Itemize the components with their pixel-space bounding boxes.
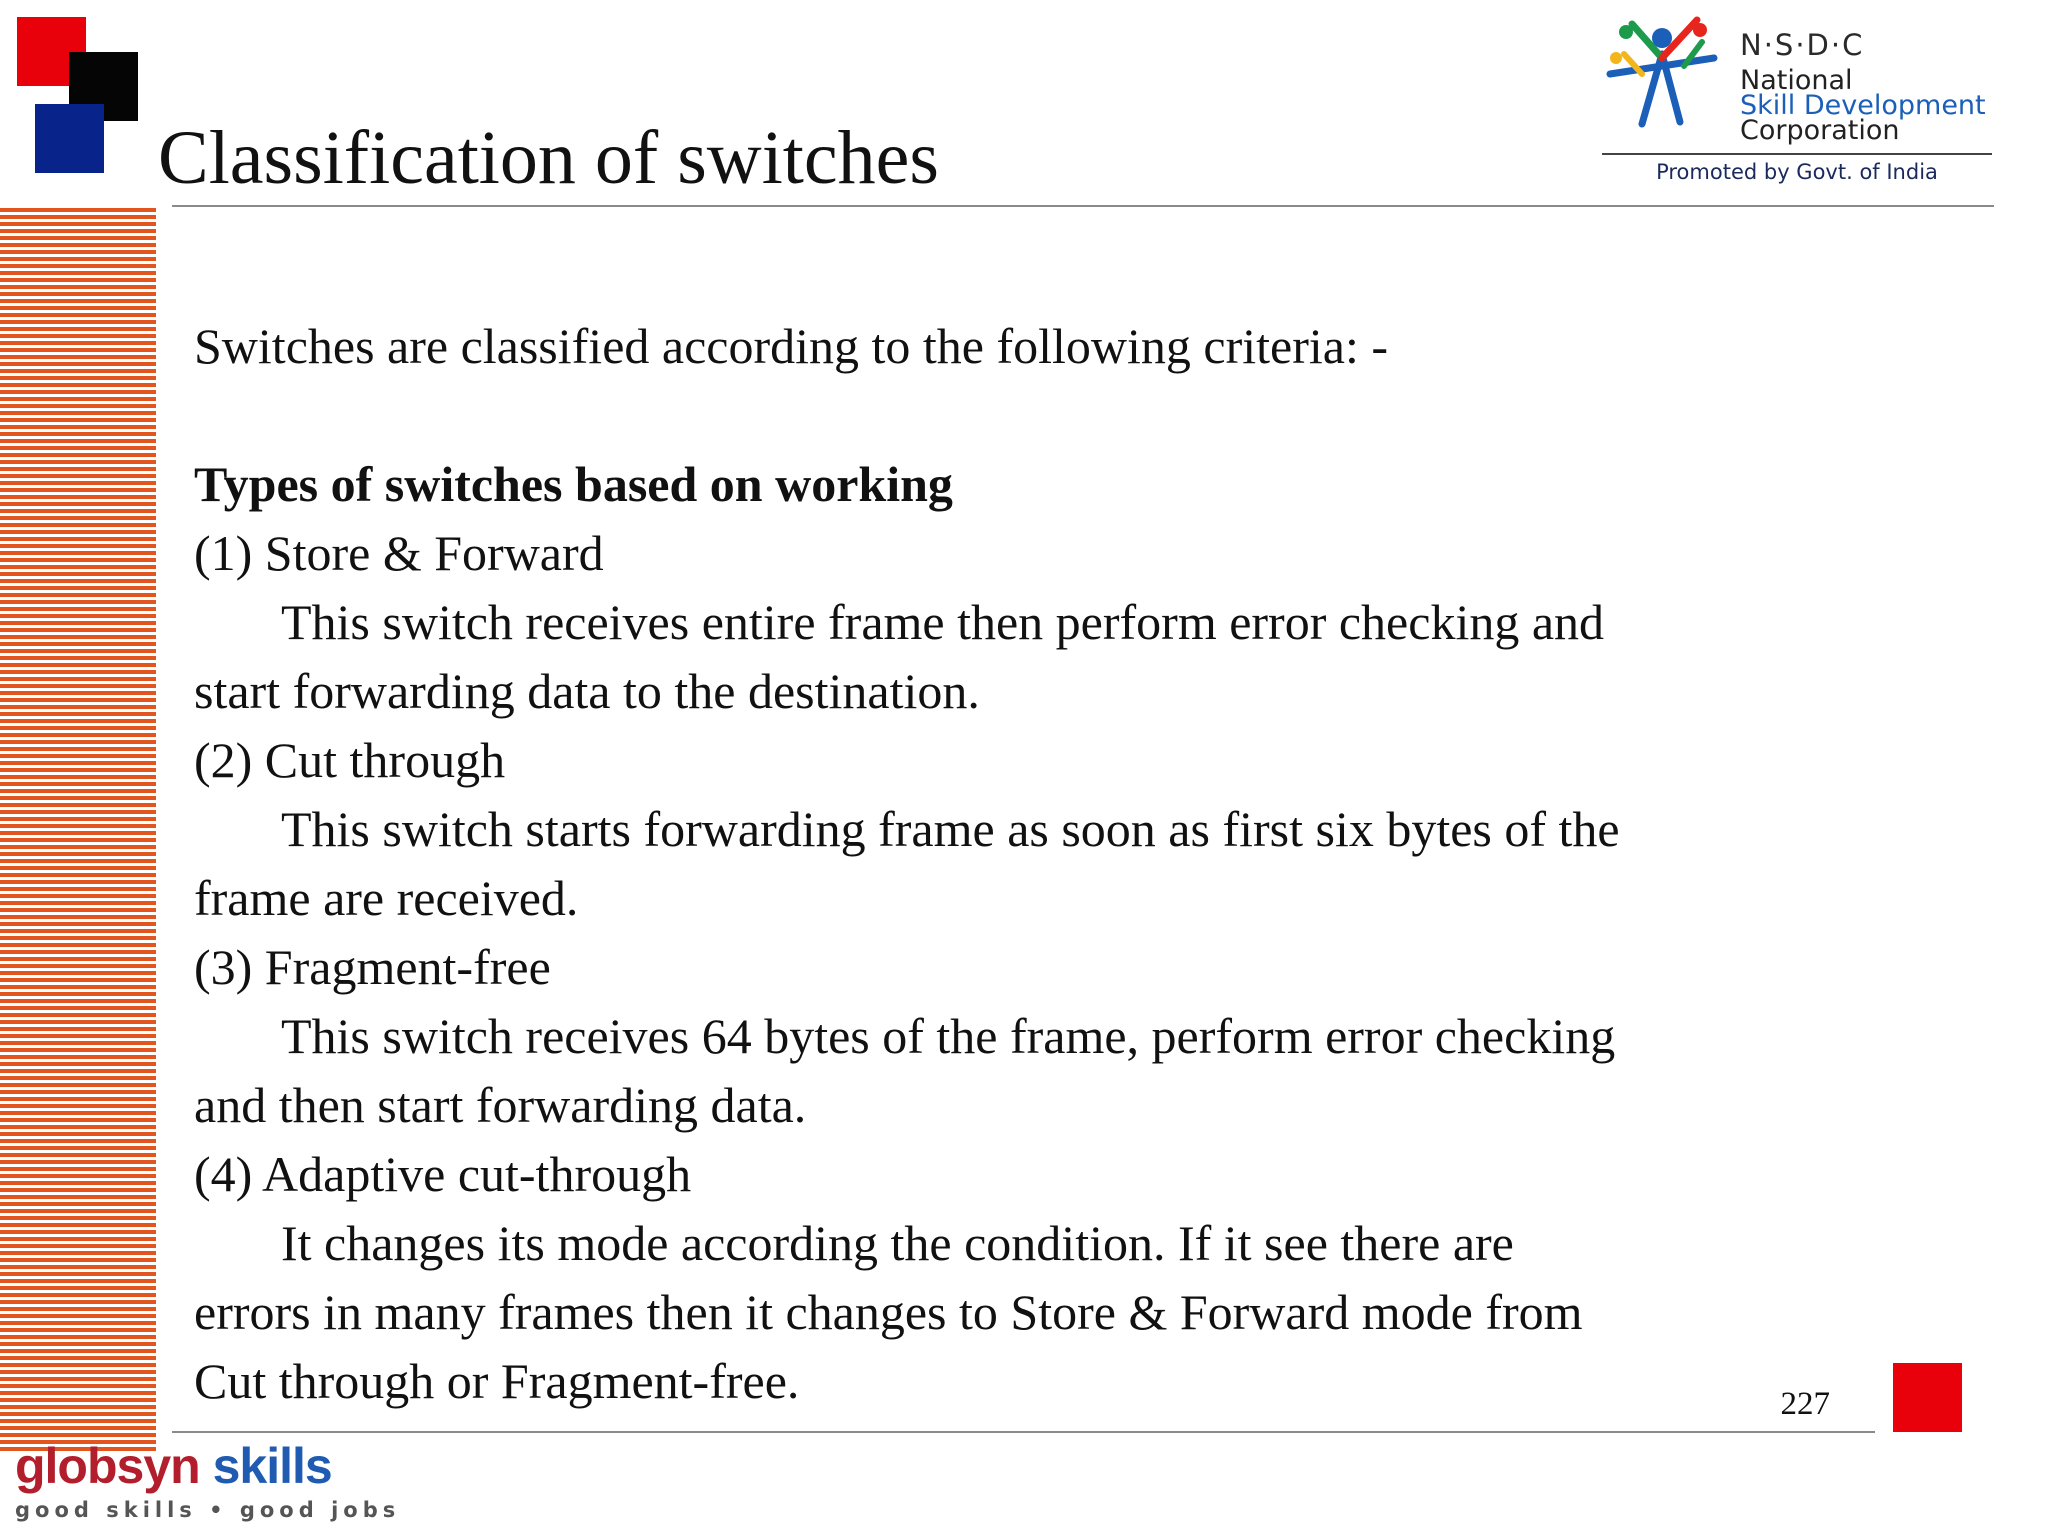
globsyn-wordmark — [15, 1436, 400, 1496]
item-desc-line: and then start forwarding data. — [194, 1077, 807, 1133]
item-desc-line: This switch starts forwarding frame as soon as first six bytes of the — [281, 801, 1620, 857]
nsdc-name-line3: Corporation — [1740, 115, 1900, 146]
title-divider — [172, 205, 1994, 207]
skills-word: skills — [212, 1438, 332, 1494]
nsdc-divider — [1602, 153, 1992, 155]
decor-footer-red-square — [1893, 1363, 1962, 1432]
item-label: (2) Cut through — [194, 732, 506, 788]
spacer — [194, 381, 1894, 450]
nsdc-figures-icon — [1602, 14, 1722, 132]
nsdc-promoted-text: Promoted by Govt. of India — [1656, 160, 1938, 184]
item-label: (1) Store & Forward — [194, 525, 604, 581]
item-desc-line: start forwarding data to the destination. — [194, 663, 980, 719]
nsdc-acronym: N·S·D·C — [1740, 28, 1865, 62]
nsdc-name-line1: National — [1740, 65, 1853, 96]
slide-title: Classification of switches — [158, 116, 939, 200]
item-desc-line: errors in many frames then it changes to Store & Forward mode from — [194, 1284, 1583, 1340]
page-number: 227 — [1780, 1386, 1830, 1422]
item-desc-line: frame are received. — [194, 870, 579, 926]
nsdc-name-line2: Skill Development — [1740, 90, 1986, 121]
slide-body — [194, 312, 1894, 1416]
intro-text: Switches are classified according to the following criteria: - — [194, 318, 1389, 374]
section-heading: Types of switches based on working — [194, 456, 953, 512]
decor-stripe-band — [0, 208, 156, 1454]
decor-blue-square — [35, 104, 104, 173]
globsyn-word: globsyn — [15, 1438, 200, 1494]
item-desc-line: This switch receives 64 bytes of the frame, perform error checking — [281, 1008, 1616, 1064]
item-desc-line: This switch receives entire frame then perform error checking and — [281, 594, 1605, 650]
item-label: (4) Adaptive cut-through — [194, 1146, 692, 1202]
globsyn-logo — [15, 1436, 400, 1524]
item-desc-line: Cut through or Fragment-free. — [194, 1353, 800, 1409]
item-desc-line: It changes its mode according the condition. If it see there are — [281, 1215, 1514, 1271]
footer-divider — [172, 1431, 1875, 1433]
nsdc-logo — [1602, 14, 1992, 192]
globsyn-tagline: good skills • good jobs — [15, 1498, 401, 1522]
item-label: (3) Fragment-free — [194, 939, 551, 995]
